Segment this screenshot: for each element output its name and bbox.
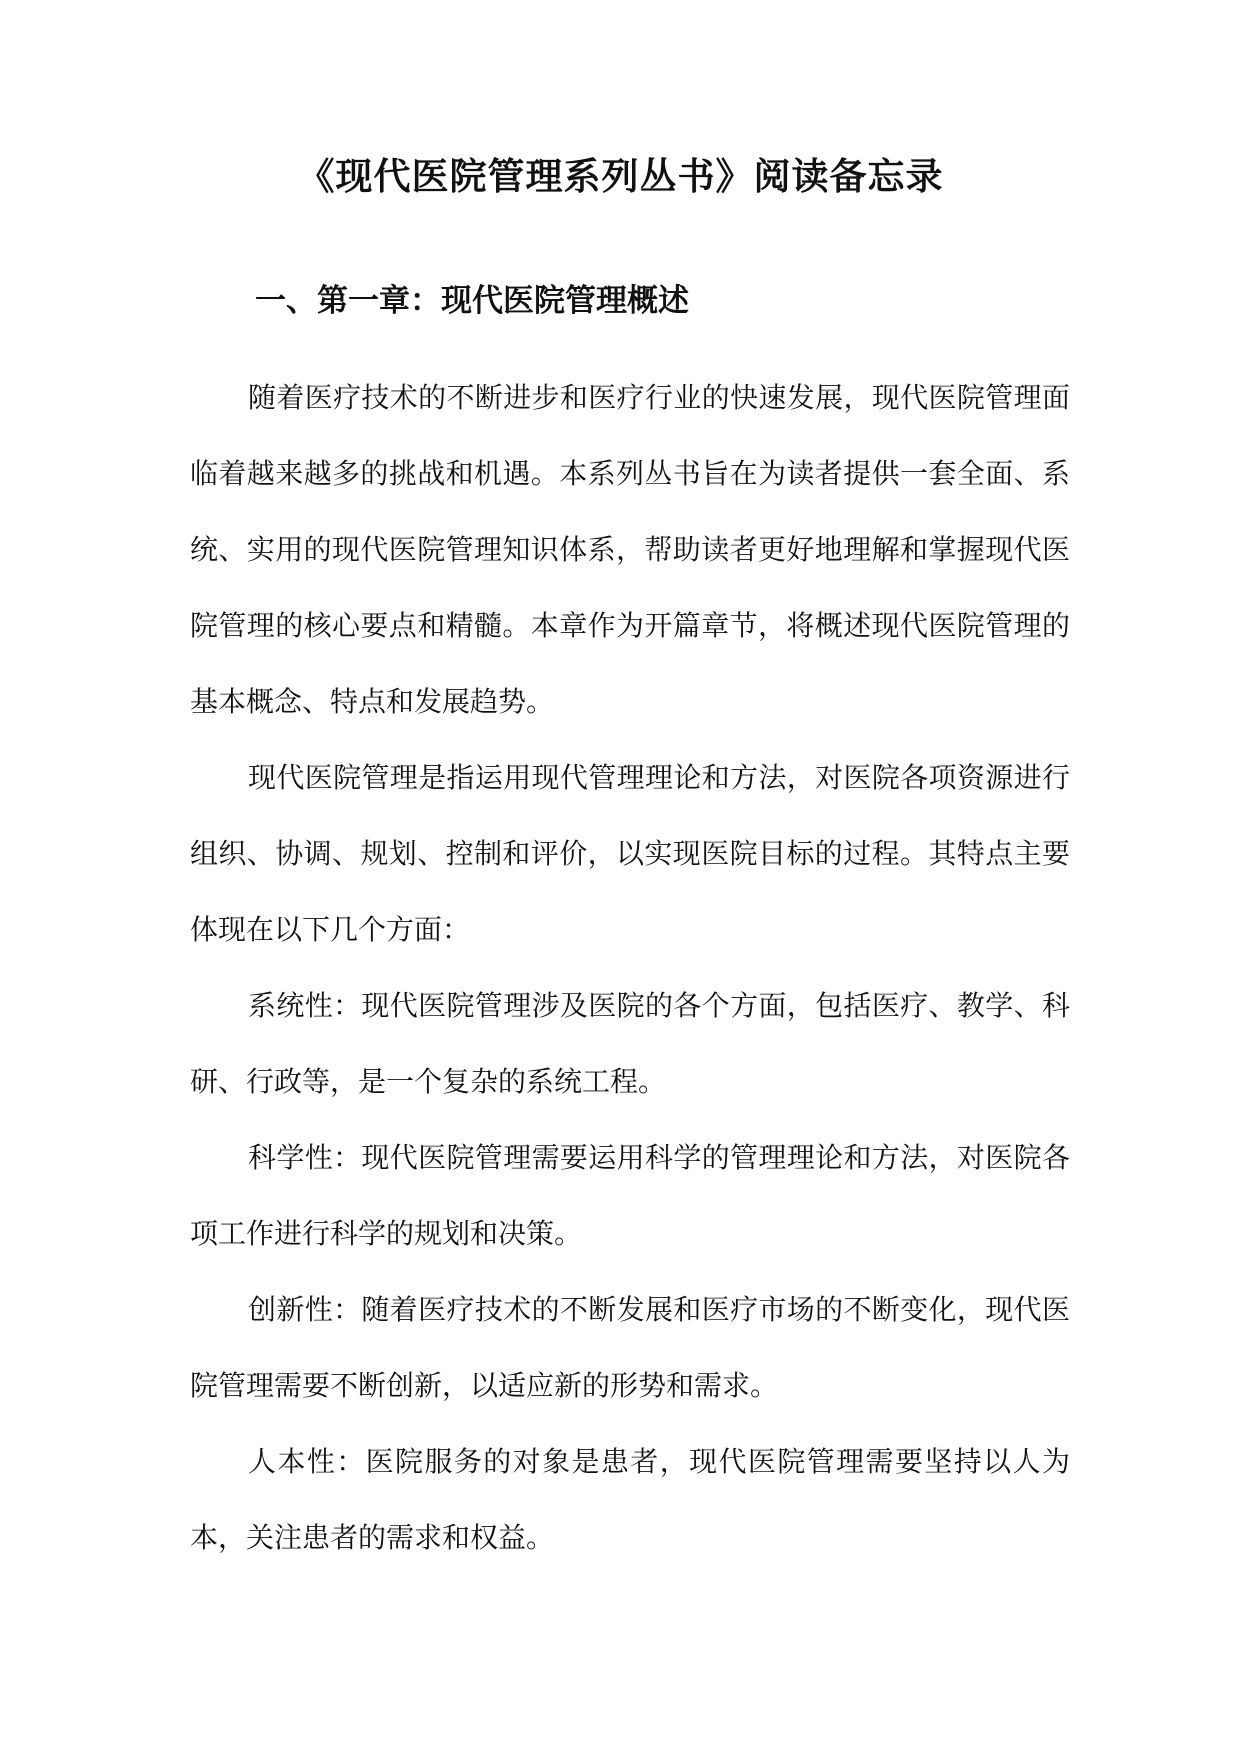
chapter-heading: 一、第一章：现代医院管理概述 bbox=[255, 283, 689, 319]
paragraph-definition: 现代医院管理是指运用现代管理理论和方法，对医院各项资源进行组织、协调、规划、控制和评价，以实现医院目标的过程。其特点主要体现在以下几个方面： bbox=[190, 761, 1070, 946]
paragraph-innovative: 创新性：随着医疗技术的不断发展和医疗市场的不断变化，现代医院管理需要不断创新，以适应新的形势和需求。 bbox=[190, 1293, 1070, 1402]
paragraph-humanistic: 人本性：医院服务的对象是患者，现代医院管理需要坚持以人为本，关注患者的需求和权益。 bbox=[190, 1445, 1070, 1554]
body-text bbox=[190, 360, 1070, 1576]
document-title: 《现代医院管理系列丛书》阅读备忘录 bbox=[297, 154, 944, 198]
paragraph-systematic: 系统性：现代医院管理涉及医院的各个方面，包括医疗、教学、科研、行政等，是一个复杂的系统工程。 bbox=[190, 989, 1070, 1098]
paragraph-scientific: 科学性：现代医院管理需要运用科学的管理理论和方法，对医院各项工作进行科学的规划和决策。 bbox=[190, 1141, 1070, 1250]
paragraph-intro: 随着医疗技术的不断进步和医疗行业的快速发展，现代医院管理面临着越来越多的挑战和机遇。本系列丛书旨在为读者提供一套全面、系统、实用的现代医院管理知识体系，帮助读者更好地理解和掌握现代医院管理的核心要点和精髓。本章作为开篇章节，将概述现代医院管理的基本概念、特点和发展趋势。 bbox=[190, 381, 1070, 718]
